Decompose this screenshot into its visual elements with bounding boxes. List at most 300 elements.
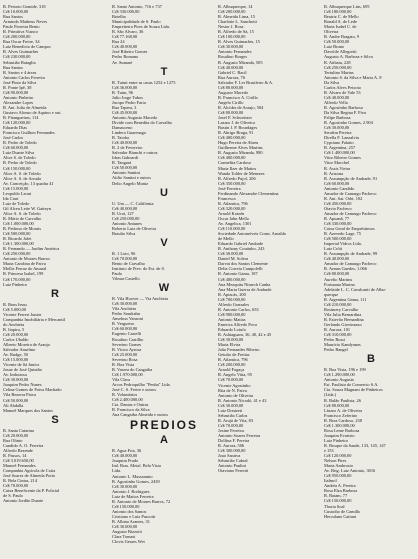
listing-line: Cr$ 50.000,00	[3, 397, 29, 403]
listing-line: R. Pedroso de Morais	[3, 226, 42, 232]
listing-line: Ana Mezquita Nimech Canha	[218, 281, 271, 287]
listing-line: R. Almeida Lima, 15	[218, 14, 255, 20]
listing-line: R. Abrigo Braga, 91	[218, 130, 254, 136]
listing-line: José Ferreira	[218, 185, 241, 191]
listing-line: Dirella F. Lanzalvia	[324, 135, 359, 141]
listing-line: Darvai dos Santos Clemente	[218, 261, 268, 267]
listing-line: Guilherme Alves Martins	[218, 145, 263, 151]
listing-line: Pedro Saurkahn	[112, 311, 140, 317]
listing-line: R. Argentina, 257	[324, 145, 356, 151]
listing-line: Eduardo Dias	[3, 125, 28, 131]
listing-line: R. Agua Fria, 36	[112, 448, 142, 454]
listing-line: Ana Cangaiba Almeida e outros	[112, 412, 169, 418]
column-1	[3, 4, 107, 557]
listing-line: Bastin J. P. Bourdages	[218, 125, 258, 131]
listing-line: R. Alvaro de Vale 53	[324, 89, 361, 95]
listing-line: Cr$ 950.000,00	[324, 473, 352, 479]
listing-line: Clovis Geraes Wei	[112, 539, 145, 545]
listing-line: Cr$ 30.000,00	[3, 377, 29, 383]
listing-line: Cr$ 1.400.000,00	[324, 150, 355, 156]
listing-line: R. Uraí, 127	[112, 210, 134, 216]
listing-line: Cr$ 2.400.000,00	[112, 397, 143, 403]
listing-line: Serafim Pereira	[324, 130, 352, 136]
listing-line: Gil Alceu Leite W. Gatteyn	[3, 205, 51, 211]
listing-line: Cr$ 310.000,00	[324, 332, 352, 338]
listing-line: Cr$ 70.000,00	[218, 422, 244, 428]
listing-line: Cr$ 40.000,00	[218, 64, 244, 70]
listing-line: Luiz Pinheiro	[324, 437, 349, 443]
listing-line: Lindera Guarenago	[112, 130, 147, 136]
listing-line: Paulo Ferreira Bento	[3, 24, 40, 30]
listing-line: R. Atibaia, 228	[324, 59, 351, 65]
listing-line: Cr$ 70.000,00	[218, 377, 244, 383]
listing-line: Vila Anchieta	[112, 306, 136, 312]
listing-line: Luiz Benedicto de Campos	[3, 44, 51, 50]
listing-line: Rosalino Borges	[218, 54, 248, 60]
listing-line: R. Victor Ayrosa	[112, 346, 142, 352]
listing-line: Av. Conceição, 13 quadra 41	[3, 180, 54, 186]
listing-line: Dolfina F. Pereira	[218, 438, 250, 444]
listing-line: Luiz Duarte Silva	[3, 150, 35, 156]
listing-line: Cr$ 400.000,00	[218, 155, 246, 161]
listing-line: R. Princesa Isabel, 199	[3, 271, 44, 277]
listing-line: Antonio Augusto Macedo	[112, 114, 158, 120]
listing-line: Arnold Fogaça	[218, 367, 245, 373]
listing-line: do Anchieta	[3, 321, 25, 327]
listing-line: R. Apiacás, 200	[218, 291, 246, 297]
listing-line: Cypriano Falatio	[324, 140, 354, 146]
listing-line: Eduardo Lotufo	[218, 327, 246, 332]
listing-line: Botelho	[112, 14, 126, 20]
listing-line: Cr$ 30.000,00	[218, 337, 244, 343]
listing-line: Rua 24	[112, 39, 125, 45]
listing-line: Cr$ 210.000,00	[324, 301, 352, 307]
listing-line: Antonio S. da Silva e Maria A. F.	[324, 74, 383, 80]
listing-line: Da Silva Regina F. Piva	[324, 109, 366, 115]
listing-line: Vitor Macchel	[324, 160, 350, 166]
listing-line: R. Assumpção de Andrade, 91	[324, 175, 378, 181]
listing-line: Antonio J. Rodrigues	[112, 488, 150, 494]
listing-line: R. Francisco da Silva	[112, 407, 150, 413]
listing-line: Antonio Augusto	[324, 377, 355, 383]
listing-line: Rua Tapera, 3	[112, 104, 137, 110]
listing-line: R. Bom Jesus	[3, 301, 28, 307]
listing-line: Cr$ 45.000,00	[112, 109, 138, 115]
listing-line: Cia. Dantas e Outras	[112, 402, 149, 408]
listing-line: Manoel Marques dos Santos	[3, 407, 53, 413]
listing-line: Divide com Benedita do Carvalho	[112, 119, 172, 125]
listing-line: José Carlos	[3, 135, 24, 141]
listing-line: Alfredo Rezende	[3, 447, 33, 453]
listing-line: R. Agostinho Gomes, 2439	[112, 478, 160, 484]
listing-line: de Mello	[218, 236, 234, 242]
column-4	[324, 4, 418, 557]
listing-line: Pedro Rangel	[324, 347, 348, 353]
listing-line: Damasceno	[112, 124, 133, 130]
listing-line: Cr$ 400.000,00	[218, 135, 246, 141]
listing-line: R. Taioba	[112, 135, 129, 141]
listing-line: R. Santos e 4 áreas	[3, 69, 37, 75]
listing-line: Antonio L. Massaranto	[112, 473, 153, 479]
listing-line: R. Augusto Miranda, 980	[218, 150, 263, 156]
listing-line: Rua Santos	[3, 14, 23, 20]
listing-line: Antonio Pinheiro	[3, 94, 34, 100]
listing-line: Nelson Pires	[324, 458, 347, 464]
listing-line: U. Um — C. Califórnia	[112, 200, 154, 206]
listing-line: R. Albuquerque, 14	[218, 4, 253, 9]
listing-line: Salvador Anselmo	[3, 347, 36, 353]
listing-line: Sebastião Carlos	[218, 412, 248, 418]
listing-line: Roberto Luiz de Oliveira	[112, 225, 157, 231]
listing-line: Rosa Leme Barbosa	[324, 427, 360, 433]
listing-line: Antonio Santini	[112, 170, 140, 176]
listing-line: Cr$ 200.000,00	[218, 362, 246, 368]
listing-line: Francisco Guilhon Fernandes	[3, 130, 55, 136]
listing-line: Josef F. Schweitzer	[218, 115, 252, 121]
listing-line: Cr$ 400.000,00	[218, 276, 246, 282]
listing-line: R. Alfredo Pujol, 206	[218, 175, 256, 181]
listing-line: R. 2 de Fevereiro	[112, 145, 143, 151]
listing-line: querque	[324, 291, 339, 297]
listing-line: R. Augusto Miranda, 505	[218, 59, 263, 65]
listing-line: Adelaide L. C. Cavalcanti de Albu-	[324, 286, 387, 292]
listing-line: Eugenio Castelli	[112, 331, 142, 337]
listing-line: R. Albina Arantes, 31	[112, 518, 150, 524]
section-letter: V	[160, 236, 168, 249]
listing-line: Augusto A. Barbosa e Silva	[324, 54, 373, 60]
listing-line: Av. Rudge, 50	[3, 352, 28, 358]
listing-line: Cia. Souza Magnani de Pinheiros	[324, 387, 383, 393]
listing-line: Davetile Allegretti	[324, 49, 357, 55]
listing-line: Felipe Barbosa	[324, 115, 351, 121]
listing-line: Braulio Silva	[112, 230, 136, 236]
listing-line: Cr$ 320.000,00	[218, 205, 246, 211]
listing-line: Arcos Pedroquilho "Penha" Ltda.	[112, 381, 171, 387]
listing-line: R. Primitiva Vianco	[3, 29, 38, 35]
listing-line: R. Apuanã, 77	[324, 215, 350, 221]
listing-line: R. Anthony Coutinho, 243	[218, 246, 265, 252]
listing-line: Idras Gaboardi	[112, 155, 139, 161]
listing-line: Josine Ferreira	[218, 427, 244, 433]
listing-line: Cr$ 15.000,00	[3, 357, 29, 363]
listing-line: Gabriel C. Bacil	[218, 69, 247, 75]
listing-line: Maurício Kandyanas	[324, 342, 361, 348]
listing-line: Delio Angelo Muniz	[112, 180, 149, 186]
listing-line: Oscar Jahn Mello	[218, 215, 249, 221]
listing-line: Da Silva	[324, 79, 340, 85]
listing-line: Cr$ 60.000,00	[112, 326, 138, 332]
listing-line: Vitor Ribeiro Gomes	[324, 155, 361, 161]
listing-line: Carlos Alves Peixoto	[324, 84, 362, 90]
listing-line: Cr$ 30.000,00	[218, 251, 244, 257]
listing-line: Julio Jorge Tubos	[112, 94, 143, 100]
listing-line: R. Arizona	[324, 170, 344, 176]
listing-line: Alberto Moreira de Araujo	[3, 342, 50, 347]
listing-line: Antonio Candido	[324, 185, 355, 191]
listing-line: Amador de Camargo Pacheco	[324, 190, 377, 196]
listing-line: Cr$ 170.000,00	[3, 276, 31, 282]
listing-line: Est. Paulista do Comercio S.A.	[324, 382, 379, 388]
listing-line: Cr$ 150.000,00	[3, 165, 31, 171]
listing-line: Vila Bezerra Paiva	[3, 392, 36, 398]
listing-line: Joaquim Pedro Nunes	[3, 382, 42, 388]
listing-line: Rua Olinto	[3, 437, 23, 443]
listing-line: Joaquim Prado	[112, 458, 139, 464]
listing-line: Maria Elvira	[218, 342, 241, 348]
listing-line: Cr$ 40.000,00	[324, 256, 350, 262]
listing-line: Luiz Donizeti	[218, 407, 243, 413]
listing-line: Clara Tomasi	[112, 534, 136, 540]
listing-line: Cr$ 90.000,00	[3, 89, 29, 95]
listing-line: R. Andre Bragato, 9	[324, 34, 360, 40]
listing-line: Lazaro J. de Oliveira	[218, 120, 255, 126]
listing-line: Joao Saraiva	[218, 453, 241, 459]
listing-line: Vicente Agostinho	[218, 382, 251, 388]
listing-line: Beatriz C. de Mello	[324, 14, 359, 20]
listing-line: Caixa Beneficente da P. Policial	[3, 488, 60, 494]
listing-line: João Fernandes Ribeiro	[218, 347, 260, 353]
listing-line: R. Tuim, 96	[112, 89, 133, 95]
listing-line: Wanda Tolder de Menezes	[218, 170, 265, 176]
listing-line: R. Angelo Vitta, 95	[218, 372, 252, 378]
listing-line: Pedro Romano	[112, 54, 139, 60]
section-title: PREDIOS	[129, 418, 198, 433]
listing-line: Companhia Agrícola de Cotia	[3, 468, 56, 474]
listing-line: Ronald A. de Lede	[324, 19, 357, 25]
listing-line: R. Ponte Ipê, 38	[3, 84, 32, 90]
listing-line: R. Antonio Carlos, 653	[218, 306, 259, 312]
listing-line: R. Atlantica, 796	[218, 357, 248, 363]
listing-line: Otavio Pacheco	[324, 205, 352, 211]
listing-line: R. Agostinho Gomes, 2.904	[324, 120, 373, 126]
listing-line: Rosimery Carvalho	[324, 306, 359, 312]
listing-line: Alexandre Lopes	[3, 99, 34, 105]
listing-line: Cr$ 40.000,00	[112, 44, 138, 50]
listing-line: R. Antonio de Moraes Barros, 72	[112, 498, 171, 504]
listing-line: Luiz de Toledo	[3, 200, 30, 206]
listing-line: R. Estevão Bernardina	[324, 316, 364, 322]
listing-line: Sebastião Bataglia	[3, 59, 36, 65]
listing-line: Cr$ 230.000,00	[3, 54, 31, 60]
listing-line: Luiz Bruno	[324, 44, 345, 50]
listing-line: Vila Julia Bernardina	[324, 311, 362, 317]
listing-line: Ana Maria Guerra de Andrade	[218, 286, 272, 292]
listing-line: Cr$ 30.000,00	[112, 523, 138, 529]
listing-line: R. Pedro de Toledo	[3, 140, 37, 146]
listing-line: Joaquim Evaristo	[324, 432, 355, 438]
listing-line: Alice A. S. de Arruda	[3, 175, 41, 181]
listing-line: Vila Clara	[112, 376, 130, 382]
listing-line: Oliveira	[324, 29, 339, 35]
listing-line: Cr$ 1.290.000,00	[324, 372, 355, 378]
section-letter: R	[51, 287, 59, 300]
listing-line: R. Ricardo Jafet	[3, 236, 32, 242]
listing-line: Cr$ 330.000,00	[324, 221, 352, 227]
listing-line: Antonio de Oliveira	[218, 392, 254, 398]
listing-line: Sociedade Automóveis Const. Arnaldo	[218, 231, 287, 237]
listing-line: Celina Gomes de Paiva Machado	[3, 387, 62, 393]
listing-line: Vicente Ferreri Junior	[3, 311, 42, 317]
section-letter: W	[158, 282, 170, 295]
listing-line: Francesca	[218, 195, 236, 201]
listing-line: Luiz Crôit	[324, 246, 343, 252]
listing-line: Charlotte L. Sanchotti	[218, 19, 257, 25]
listing-line: Cr$ 77.168,00	[112, 34, 138, 40]
listing-line: Nestor J. Rosa	[218, 24, 244, 30]
listing-line: R. Assumpção de Andrade, 99	[324, 251, 378, 257]
listing-line: Andréa A. Pereira	[324, 483, 356, 489]
listing-line: Hugo Pereira de Abreu	[218, 140, 259, 146]
listing-line: Cr$ 80.000,00	[218, 109, 244, 115]
listing-line: Cr$ 3.019.650,00	[3, 457, 34, 463]
listing-line: Cr$ 900.000,00	[218, 311, 246, 317]
listing-line: Cr$ 30.000,00	[218, 44, 244, 50]
listing-line: R. 1 Loto, 96	[112, 250, 136, 256]
listing-line: R. Braz Cardoso, 238	[324, 417, 362, 423]
listing-line: Cr$ 450.000,00	[324, 200, 352, 206]
listing-line: Ali Abdalla	[3, 402, 24, 408]
listing-line: Salvador F. Ler Brasileiro & A.	[218, 79, 274, 85]
listing-line: Cr$ 100.000,00	[218, 34, 246, 40]
listing-line: Severino Gomes	[112, 341, 142, 347]
listing-line: Salvador Bianchi e outros	[112, 150, 158, 156]
listing-line: Cr$ 180.000,00	[324, 9, 352, 15]
listing-line: Cr$ 120.000,00	[3, 120, 31, 126]
listing-line: Cr$ 50.000,00	[112, 165, 138, 171]
listing-line: Rua Santos	[3, 64, 23, 70]
listing-line: Augusto Macedo	[218, 89, 249, 95]
listing-line: Cr$ 15.000,00	[3, 185, 29, 191]
listing-line: Jacopo Pedro Faria	[112, 99, 146, 105]
listing-line: Cr$ 70.000,00	[3, 483, 29, 489]
listing-line: R. Argentina Gama, 111	[324, 296, 367, 302]
listing-line: R. Ant. Julio de Almeida	[3, 104, 47, 110]
listing-line: R. Vergueiro	[112, 321, 135, 327]
listing-line: Cr$ 36.000,00	[112, 84, 138, 90]
listing-line: R. Fernando — Jardim América	[3, 246, 60, 252]
listing-line: Cr$ 700.000,00	[218, 296, 246, 302]
listing-line: R. Albuquerque Lins, 695	[324, 4, 370, 9]
column-2	[112, 4, 216, 557]
listing-line: Luiz de Mattos Ferreira	[112, 493, 154, 499]
listing-line: Cristiano e Luiz Pascotti	[112, 513, 156, 519]
listing-line: R. Antonio Nicodó, 41 e 43	[218, 397, 267, 403]
listing-line: José Pinto da Silva	[3, 79, 37, 85]
listing-line: Rosa Elza Barbosa	[324, 488, 358, 494]
listing-line: Eduardo Gabriel Andrade	[218, 241, 264, 247]
listing-line: Cr$ 40.000,00	[112, 453, 138, 459]
listing-line: Imperial Vidros Ltda.	[324, 241, 362, 247]
listing-line: Cr$ 250.000,00	[3, 251, 31, 257]
listing-line: Cr$ 500.000,00	[3, 231, 31, 237]
listing-line: Cr$ 70.000,00	[112, 255, 138, 261]
listing-line: Vicente de Sá Junior	[3, 362, 40, 368]
listing-line: Francisco Zeferino	[324, 412, 358, 418]
listing-line: Fortunata Marino	[324, 281, 355, 287]
listing-line: R. Azevedo Lage, 75	[324, 231, 361, 237]
listing-line: Cr$ 20.000,00	[3, 432, 29, 438]
listing-line: Gustavo Afonso de Aquino e out.	[3, 109, 62, 115]
listing-line: Cr$ 200.000,00	[218, 9, 246, 15]
listing-line: R. Armas Guedes, 1.066	[324, 266, 367, 272]
listing-line: Maria Ilzer de Mattos	[218, 165, 257, 171]
listing-line: R. Alcídes de Araujo, 504	[218, 104, 264, 110]
listing-line: R. Agostinho Barbosa	[324, 104, 363, 110]
listing-line: Alice A. S. de Toledo	[3, 170, 41, 176]
listing-line: Antonio de Moraes Barros	[3, 256, 50, 262]
listing-line: Antonio Matias	[218, 316, 246, 322]
listing-line: R. Antonio Gama, 187	[218, 271, 258, 277]
listing-line: Bento de Carvalho	[112, 260, 145, 266]
listing-line: Cr$ 330.000,00	[112, 9, 140, 15]
listing-line: R. Pitangueiras, 114	[3, 115, 39, 121]
listing-line: Delia Correia Campofelli	[218, 266, 263, 272]
listing-line: Leopoldo Leoni	[3, 190, 32, 196]
listing-line: José Ribeiro Gomes	[112, 49, 148, 55]
listing-line: R. Mário de Carvalho	[3, 215, 42, 221]
listing-line: Ferdinando Alexandre Clementina	[218, 190, 279, 196]
listing-line: Cr$ 80.000,00	[324, 271, 350, 277]
listing-line: Cr$ 20.000,00	[3, 331, 29, 337]
listing-line: Atilio Santini e outros	[112, 175, 151, 181]
listing-line: Augusto Bizzotti	[112, 529, 142, 535]
listing-line: Alfredo Gonzales	[218, 301, 250, 307]
listing-line: Cr$ 110.000,00	[218, 226, 246, 232]
listing-line: Josue de José Quintão	[3, 367, 42, 373]
listing-line: R. Alves Guimarães	[3, 49, 39, 55]
listing-line: Cr$ 1.970.000,00	[112, 371, 143, 377]
listing-line: R. Ashtaguara, 36, 40, 42 e 45	[218, 332, 272, 338]
listing-line: Av. Brig. Luiz Antonio, 3016	[324, 468, 376, 474]
listing-line: Av. Sumaré	[112, 59, 133, 65]
listing-line: R. Francisco A. Cirillo	[218, 94, 258, 100]
listing-line: Cr$ 40.000,00	[324, 94, 350, 100]
listing-line: Municipalidade de S. Paulo	[112, 19, 161, 25]
listing-line: Cr$ 120.000,00	[324, 453, 352, 459]
listing-line: Cr$ 150.000,00	[112, 503, 140, 509]
listing-line: (Ltda.)	[324, 392, 337, 398]
listing-line: Cr$ 40.000,00	[112, 140, 138, 146]
listing-line: Carmelita Cardoso	[218, 160, 252, 166]
listing-line: Angelo Cirillo	[218, 99, 244, 105]
listing-line: Cr$ 40.000,00	[112, 205, 138, 211]
listing-line: José Soares de Almeida Porto	[3, 473, 56, 479]
listing-line: R. Itapiru, 5	[3, 326, 25, 332]
listing-line: Antonio dos Santos	[112, 508, 147, 514]
listing-line: R. São Alvaro, 36	[112, 29, 144, 35]
listing-line: Cr$ 60.000,00	[3, 145, 29, 151]
listing-line: Instituto de Prev. do Est. de S.	[112, 266, 166, 272]
listing-line: R. Arujá de Vita, 83	[218, 417, 254, 423]
listing-line: Anselmo Vansoni	[112, 316, 144, 322]
listing-line: R. Tangará	[112, 160, 132, 166]
listing-line: Maria Ambrosio	[324, 463, 353, 469]
listing-line: R. Santa Catarina	[3, 427, 34, 433]
listing-line: Mollis Ferraz do Amaral	[3, 266, 47, 272]
listing-line: Tertulino Marins	[324, 69, 354, 75]
listing-line: Carlos Ubaldo	[3, 336, 29, 342]
listing-line: R. Ant. Sat. Orbi, 102	[324, 195, 363, 201]
listing-line: Alice A. S. de Toledo	[3, 210, 41, 216]
listing-line: Maria Carolina de Paiva	[3, 261, 46, 267]
listing-line: Av. Angelica, 1301	[218, 221, 252, 227]
listing-line: Getulio de Freitas	[218, 352, 250, 358]
listing-line: Cr$ 30.000,00	[324, 125, 350, 131]
listing-line: Alice S. de Toledo	[3, 155, 36, 161]
listing-line: R. Voluntários	[112, 392, 138, 398]
listing-line: de S. Paulo	[3, 493, 23, 499]
listing-line: Ltda.	[112, 468, 122, 474]
